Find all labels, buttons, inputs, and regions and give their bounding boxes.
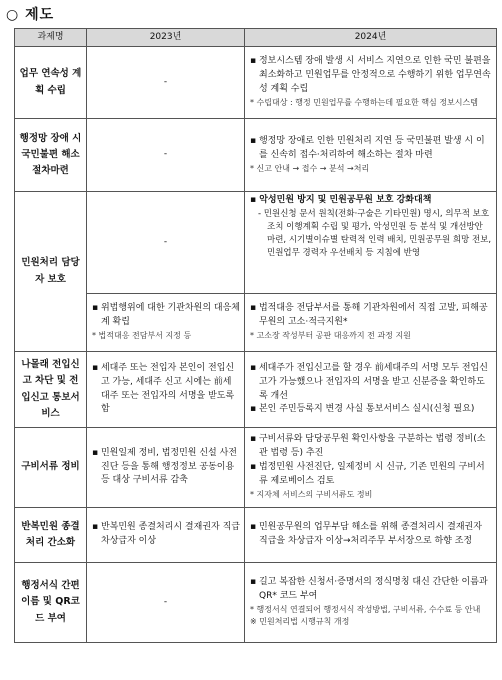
bullet-text: ▪ 구비서류와 담당공무원 확인사항을 구분하는 법령 정비(소관 법령 등) 추진 xyxy=(250,434,486,459)
cell-2024 xyxy=(245,352,497,428)
column-header-task: 과제명 xyxy=(15,29,87,47)
task-name: 구비서류 정비 xyxy=(15,428,87,508)
table-row xyxy=(15,508,497,563)
note-text: * 신고 안내 → 접수 → 분석 →처리 xyxy=(250,163,370,173)
policy-table xyxy=(14,28,497,643)
bullet-text: ▪ 위법행위에 대한 기관차원의 대응체계 확립 xyxy=(92,303,240,328)
cell-2024 xyxy=(245,294,497,352)
task-name: 업무 연속성 계획 수립 xyxy=(15,47,87,119)
table-row xyxy=(15,428,497,508)
cell-2023: - xyxy=(87,119,245,192)
cell-2024 xyxy=(245,563,497,643)
note-text: * 법적대응 전담부서 지정 등 xyxy=(92,331,192,341)
cell-2023: - xyxy=(87,47,245,119)
bullet-text: ▪ 길고 복잡한 신청서·증명서의 정식명칭 대신 간단한 이름과 QR* 코드 부여 xyxy=(250,577,488,602)
cell-2024 xyxy=(245,508,497,563)
bullet-text: ▪ 본인 주민등록지 변경 사실 통보서비스 실시(신청 필요) xyxy=(250,404,475,415)
bullet-text: ▪ 민원일제 정비, 법정민원 신설 사전진단 등을 통해 행정정보 공동이용 등 대상 구비서류 감축 xyxy=(92,447,237,486)
cell-2024 xyxy=(245,192,497,294)
bullet-text: ▪ 세대주가 전입신고를 할 경우 前세대주의 서명 모두 전입신고가 가능했으나 전입자의 서명을 받고 신분증을 확인하도록 개선 xyxy=(250,362,488,401)
task-name: 반복민원 종결 처리 간소화 xyxy=(15,508,87,563)
task-name: 행정망 장애 시 국민불편 해소 절차마련 xyxy=(15,119,87,192)
cell-2023 xyxy=(87,352,245,428)
table-row xyxy=(15,192,497,294)
bullet-text: - 민원신청 문서 원칙(전화·구술은 기타민원) 명시, 의무적 보호조치 이행계획 수립 및 평가, 악성민원 등 분석 및 개선방안 마련, 시기별이슈별 탄력적 인력 배치, 민원공무원 희망 전보, 민원업무 경력자 우선배치 등 지침에 반영 xyxy=(258,208,492,259)
section-heading: ○ 제도 xyxy=(6,7,55,23)
task-name: 나몰래 전입신고 차단 및 전입신고 통보서비스 xyxy=(15,352,87,428)
bullet-text: ▪ 정보시스템 장애 발생 시 서비스 지연으로 인한 국민 불편을 최소화하고 민원업무를 안정적으로 수행하기 위한 업무연속성 계획 수립 xyxy=(250,56,491,95)
cell-2023: - xyxy=(87,192,245,294)
bullet-text: ▪ 세대주 또는 전입자 본인이 전입신고 가능, 세대주 신고 시에는 前세대주 또는 전입자의 서명을 받도록 함 xyxy=(92,362,235,415)
cell-2023 xyxy=(87,508,245,563)
cell-2023: - xyxy=(87,563,245,643)
note-text: * 고소장 작성부터 공판 대응까지 전 과정 지원 xyxy=(250,331,411,341)
note-text: * 지자체 서비스의 구비서류도 정비 xyxy=(250,490,373,500)
bullet-text: ▪ 반복민원 종결처리시 결재권자 직급 차상급자 이상 xyxy=(92,522,240,546)
table-header-row xyxy=(15,29,497,47)
bullet-text: ▪ 행정망 장애로 인한 민원처리 지연 등 국민불편 발생 시 이를 신속히 접수·처리하여 해소하는 절차 마련 xyxy=(250,135,485,160)
bullet-text: ▪ 악성민원 방지 및 민원공무원 보호 강화대책 xyxy=(250,195,432,205)
column-header-2024: 2024년 xyxy=(245,29,497,47)
table-row xyxy=(15,294,497,352)
column-header-2023: 2023년 xyxy=(87,29,245,47)
table-row xyxy=(15,563,497,643)
task-name: 행정서식 간편이름 및 QR코드 부여 xyxy=(15,563,87,643)
cell-2024 xyxy=(245,47,497,119)
cell-2024 xyxy=(245,428,497,508)
bullet-text: ▪ 법적대응 전담부서를 통해 기관차원에서 직접 고발, 피해공무원의 고소·적극지원* xyxy=(250,303,488,328)
table-row xyxy=(15,47,497,119)
cell-2023 xyxy=(87,294,245,352)
note-text: * 행정서식 연결되어 행정서식 작성방법, 구비서류, 수수료 등 안내 xyxy=(250,605,481,615)
cell-2024 xyxy=(245,119,497,192)
task-name: 민원처리 담당자 보호 xyxy=(15,192,87,352)
table-row xyxy=(15,119,497,192)
bullet-text: ▪ 법정민원 사전진단, 일제정비 시 신규, 기존 민원의 구비서류 제로베이스 검토 xyxy=(250,462,485,487)
cell-2023 xyxy=(87,428,245,508)
note-text: ※ 민원처리법 시행규칙 개정 xyxy=(250,617,350,627)
bullet-text: ▪ 민원공무원의 업무부담 해소를 위해 종결처리시 결재권자 직급을 차상급자 이상→처리주무 부서장으로 하향 조정 xyxy=(250,522,482,546)
table-row xyxy=(15,352,497,428)
note-text: * 수립대상 : 행정 민원업무를 수행하는데 필요한 핵심 정보시스템 xyxy=(250,98,478,108)
